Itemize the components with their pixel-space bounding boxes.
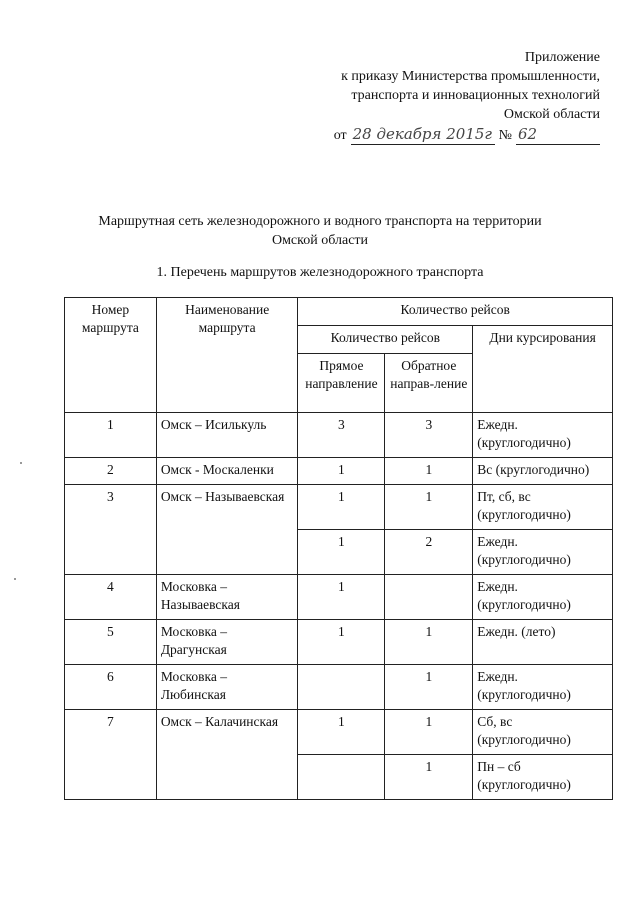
cell-back: 1: [385, 755, 473, 800]
section-title: 1. Перечень маршрутов железнодорожного транспорта: [156, 265, 484, 280]
routes-table: [64, 297, 613, 800]
cell-back: 1: [385, 485, 473, 530]
header-backward: Обратное направ-ление: [385, 354, 473, 413]
order-ref-line3: Омской области: [503, 107, 600, 122]
cell-name: Московка – Любинская: [156, 665, 298, 710]
order-ref-line2: транспорта и инновационных технологий: [351, 88, 600, 103]
cell-fwd: [298, 665, 385, 710]
cell-days: Ежедн. (круглогодично): [473, 665, 613, 710]
cell-fwd: 1: [298, 530, 385, 575]
cell-days: Ежедн. (круглогодично): [473, 575, 613, 620]
table-row: [65, 665, 613, 710]
cell-back: 1: [385, 665, 473, 710]
appendix-header: [334, 48, 600, 145]
cell-fwd: 1: [298, 485, 385, 530]
cell-days: Ежедн. (круглогодично): [473, 530, 613, 575]
cell-name: Московка – Драгунская: [156, 620, 298, 665]
header-trips-sub: Количество рейсов: [298, 326, 473, 354]
table-header-row: [65, 298, 613, 326]
cell-days: Пн – сб (круглогодично): [473, 755, 613, 800]
cell-fwd: 1: [298, 620, 385, 665]
cell-back: 2: [385, 530, 473, 575]
cell-days: Ежедн. (лето): [473, 620, 613, 665]
cell-back: 1: [385, 620, 473, 665]
cell-days: Ежедн. (круглогодично): [473, 413, 613, 458]
table-row: [65, 575, 613, 620]
title-line1: Маршрутная сеть железнодорожного и водного транспорта на территории: [98, 214, 542, 229]
scan-speck: [20, 462, 22, 464]
table-row: [65, 413, 613, 458]
order-date-line: [334, 125, 600, 145]
header-days: Дни курсирования: [473, 326, 613, 413]
cell-fwd: 1: [298, 575, 385, 620]
cell-name: Московка – Называевская: [156, 575, 298, 620]
table-row: [65, 710, 613, 755]
cell-days: Сб, вс (круглогодично): [473, 710, 613, 755]
cell-num: 4: [65, 575, 157, 620]
handwritten-date: 28 декабря 2015г: [351, 125, 495, 145]
appendix-label: Приложение: [524, 50, 600, 65]
document-title: [0, 212, 640, 250]
cell-num: 3: [65, 485, 157, 575]
cell-num: 2: [65, 458, 157, 485]
scan-speck: [14, 578, 16, 580]
cell-num: 6: [65, 665, 157, 710]
header-number: Номер маршрута: [65, 298, 157, 413]
cell-days: Пт, сб, вс (круглогодично): [473, 485, 613, 530]
cell-name: Омск - Москаленки: [156, 458, 298, 485]
cell-fwd: 3: [298, 413, 385, 458]
cell-name: Омск – Называевская: [156, 485, 298, 575]
cell-back: 3: [385, 413, 473, 458]
number-label: №: [498, 128, 512, 143]
cell-fwd: 1: [298, 458, 385, 485]
cell-name: Омск – Калачинская: [156, 710, 298, 800]
table-row: [65, 458, 613, 485]
cell-back: [385, 575, 473, 620]
cell-num: 5: [65, 620, 157, 665]
from-label: от: [333, 128, 347, 143]
cell-fwd: [298, 755, 385, 800]
cell-name: Омск – Исилькуль: [156, 413, 298, 458]
cell-days: Вс (круглогодично): [473, 458, 613, 485]
cell-num: 1: [65, 413, 157, 458]
header-forward: Прямое направление: [298, 354, 385, 413]
cell-fwd: 1: [298, 710, 385, 755]
order-ref-line1: к приказу Министерства промышленности,: [341, 69, 600, 84]
cell-num: 7: [65, 710, 157, 800]
handwritten-number: 62: [516, 125, 600, 145]
table-row: [65, 485, 613, 530]
title-line2: Омской области: [271, 233, 369, 248]
header-name: Наименование маршрута: [156, 298, 298, 413]
table-row: [65, 620, 613, 665]
cell-back: 1: [385, 458, 473, 485]
cell-back: 1: [385, 710, 473, 755]
header-trips: Количество рейсов: [298, 298, 613, 326]
